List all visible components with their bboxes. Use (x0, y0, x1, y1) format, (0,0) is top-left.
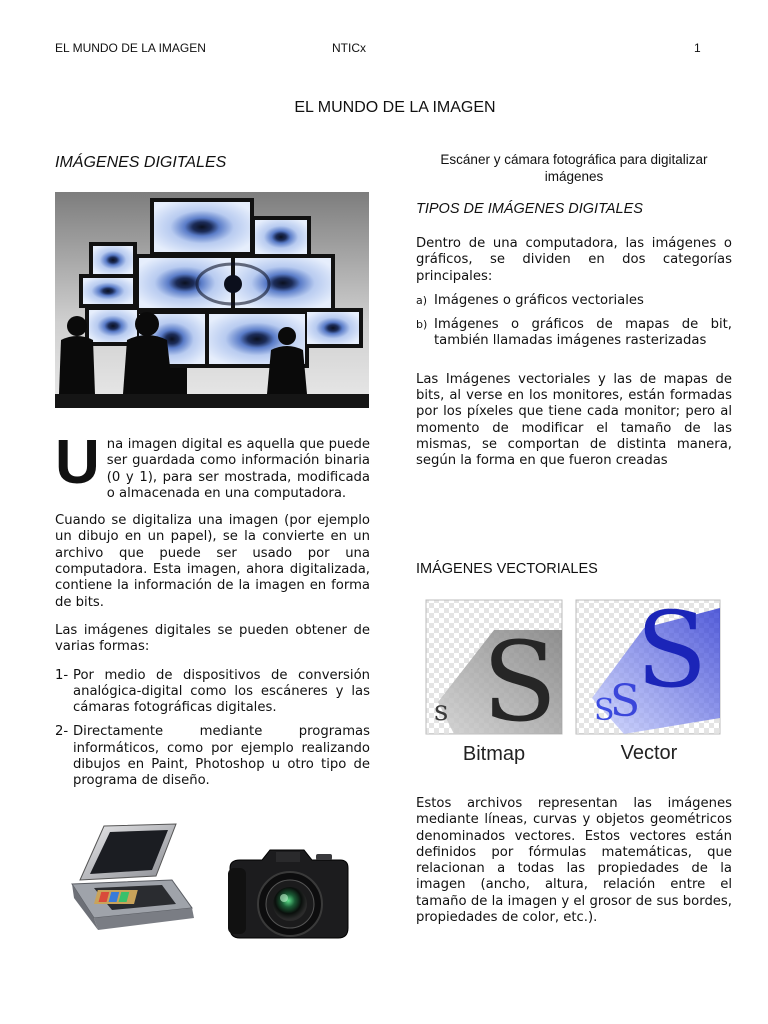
scanner-image (64, 822, 198, 938)
drop-cap: U (55, 428, 99, 497)
categories-paragraph: Dentro de una computadora, las imágenes o gráficos, se dividen en dos categorías principales: (416, 236, 732, 284)
document-title: EL MUNDO DE LA IMAGEN (294, 99, 496, 116)
methods-intro-paragraph: Las imágenes digitales se pueden obtener de varias formas: (55, 622, 370, 655)
categories-list (416, 293, 732, 350)
svg-text:S: S (610, 676, 641, 727)
vectors-paragraph: Estos archivos representan las imágenes mediante líneas, curvas y objetos geométricos denominados vectores. Estos vectores están definidos por fórmulas matemáticas, que relacionan a todas las propiedades de la imagen (ancho, altura, relación entre el tamaño de la imagen y el grosor de sus bordes, propiedades de color, etc.). (416, 796, 732, 926)
list-item: b) Imágenes o gráficos de mapas de bit, también llamadas imágenes rasterizadas (416, 317, 732, 349)
pixels-paragraph: Las Imágenes vectoriales y las de mapas de bits, al verse en los monitores, están formadas por los píxeles que tiene cada monitor; pero al momento de modificar el tamaño de las mismas, se comportan de distinta manera, según la forma en que fueron creadas (416, 371, 732, 469)
methods-list (55, 668, 370, 790)
svg-text:s: s (434, 694, 449, 727)
section-title-tipos: TIPOS DE IMÁGENES DIGITALES (416, 201, 643, 217)
right-column-text-bottom (416, 796, 732, 926)
list-item: 1- Por medio de dispositivos de conversión analógica-digital como los escáneres y las cámaras fotográficas digitales. (55, 667, 370, 716)
digitization-paragraph: Cuando se digitaliza una imagen (por ejemplo un dibujo en un papel), se la convierte en un archivo que puede ser usado por una computadora. Esta imagen, ahora digitalizada, contiene la información de la imagen en forma de bits. (55, 513, 370, 610)
svg-text:S: S (482, 618, 558, 746)
list-item: a) Imágenes o gráficos vectoriales (416, 292, 644, 308)
vector-label: Vector (620, 742, 678, 764)
svg-text:S: S (594, 693, 615, 728)
camera-image (222, 846, 352, 942)
page-number: 1 (694, 41, 701, 55)
bitmap-vs-vector-figure (424, 598, 722, 770)
header-title: EL MUNDO DE LA IMAGEN (55, 41, 206, 55)
intro-paragraph: Una imagen digital es aquella que puede ser guardada como información binaria (0 y 1), para ser mostrada, modificada o almacenada en una computadora. (55, 428, 370, 501)
video-wall-eye-photo (55, 192, 369, 408)
svg-text:S: S (636, 598, 708, 711)
left-column-text (55, 428, 370, 798)
section-title-vectoriales: IMÁGENES VECTORIALES (416, 561, 598, 577)
bitmap-label: Bitmap (462, 743, 526, 765)
right-column-text-top (416, 236, 732, 470)
header-subject: NTICx (332, 41, 366, 55)
section-title-imagenes-digitales: IMÁGENES DIGITALES (55, 154, 227, 171)
figure-caption: Escáner y cámara fotográfica para digitalizar imágenes (440, 152, 708, 184)
list-item: 2- Directamente mediante programas informáticos, como por ejemplo realizando dibujos en Paint, Photoshop u otro tipo de programa de diseño. (55, 724, 370, 789)
